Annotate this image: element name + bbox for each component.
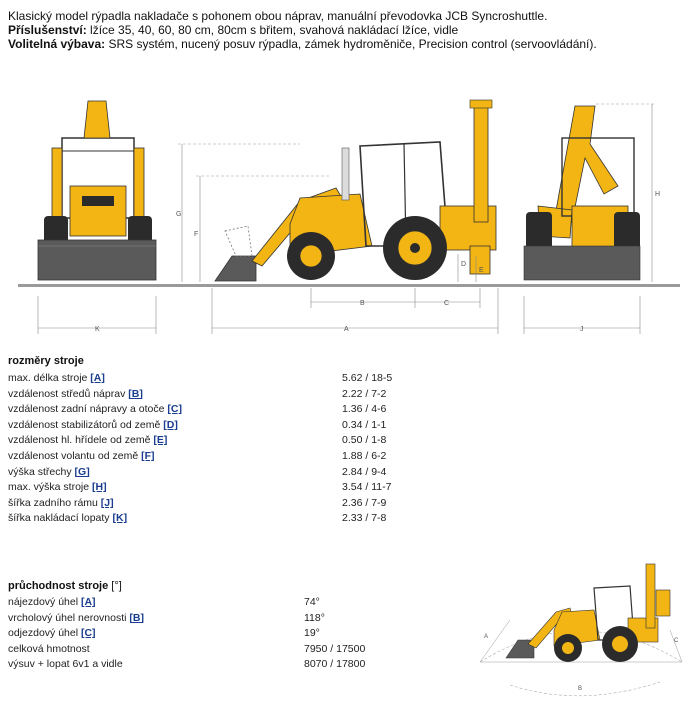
spec-value: 7950 / 17500 (304, 642, 366, 655)
spec-label (8, 433, 167, 449)
label-e: E (479, 267, 484, 274)
spec-value: 2.84 / 9-4 (342, 465, 387, 478)
spec-row (8, 595, 428, 611)
ground-line (18, 284, 680, 287)
spec-code-link[interactable]: [G] (74, 465, 90, 478)
spec-row (8, 511, 428, 527)
spec-label (8, 496, 114, 512)
spec-label-text: výsuv + lopat 6v1 a vidle (8, 658, 123, 671)
spec-label (8, 465, 90, 481)
spec-value: 3.54 / 11-7 (342, 481, 392, 494)
spec-code-link[interactable]: [B] (128, 387, 143, 400)
spec-value: 8070 / 17800 (304, 658, 366, 671)
passability-title-text: průchodnost stroje (8, 580, 109, 592)
spec-label-text: výška střechy (8, 465, 75, 478)
spec-value: 19° (304, 627, 320, 640)
intro-line-1: Klasický model rýpadla nakladače s pohonem obou náprav, manuální převodovka JCB Syncroshuttle. (8, 9, 548, 23)
spec-code-link[interactable]: [K] (112, 512, 128, 525)
spec-code-link[interactable]: [D] (163, 418, 178, 431)
spec-row (8, 642, 428, 658)
spec-code-link[interactable]: [C] (80, 627, 96, 640)
dimensions-title: rozměry stroje (8, 355, 84, 367)
spec-code-link[interactable]: [E] (153, 434, 168, 447)
angle-label-c: C (674, 638, 679, 644)
machine-drawings (0, 96, 700, 346)
spec-row (8, 371, 428, 387)
spec-code-link[interactable]: [J] (100, 496, 114, 509)
spec-value: 2.36 / 7-9 (342, 496, 387, 509)
angle-label-a: A (484, 634, 489, 640)
spec-label (8, 402, 182, 418)
spec-row (8, 433, 428, 449)
spec-value: 2.22 / 7-2 (342, 387, 387, 400)
spec-label-text: celková hmotnost (8, 642, 90, 655)
label-g: G (176, 211, 182, 218)
spec-code-link[interactable]: [A] (80, 596, 96, 608)
spec-label-text: max. délka stroje (8, 372, 91, 384)
spec-label-text: vzdálenost zadní nápravy a otoče (8, 403, 168, 416)
label-c: C (444, 300, 450, 307)
label-j: J (580, 326, 584, 333)
label-a: A (344, 326, 349, 333)
side-view (176, 100, 498, 334)
spec-code-link[interactable]: [F] (141, 449, 155, 462)
spec-label-text: šířka nakládací lopaty (8, 512, 113, 525)
spec-value: 0.34 / 1-1 (342, 418, 387, 431)
spec-value: 74° (304, 596, 320, 608)
spec-label-text: vrcholový úhel nerovnosti (8, 611, 130, 624)
spec-value: 1.88 / 6-2 (342, 449, 387, 462)
label-k: K (95, 326, 100, 333)
passability-unit: [°] (108, 580, 122, 592)
rear-view (524, 104, 660, 334)
spec-row (8, 387, 428, 403)
spec-code-link[interactable]: [C] (167, 403, 182, 416)
spec-row (8, 418, 428, 434)
spec-label-text: odjezdový úhel (8, 627, 81, 640)
spec-label (8, 657, 123, 673)
spec-label (8, 480, 107, 496)
optional-label: Volitelná výbava: (8, 37, 106, 51)
spec-code-link[interactable]: [B] (129, 611, 144, 624)
spec-label-text: nájezdový úhel (8, 596, 81, 608)
accessories-label: Příslušenství: (8, 23, 87, 37)
spec-label (8, 642, 90, 658)
intro-text (8, 9, 692, 51)
spec-label (8, 626, 96, 642)
spec-row (8, 449, 428, 465)
spec-label (8, 595, 96, 611)
intro-optional (8, 37, 692, 51)
spec-row (8, 480, 428, 496)
spec-row (8, 626, 428, 642)
spec-code-link[interactable]: [H] (92, 481, 107, 494)
spec-code-link[interactable]: [A] (90, 372, 105, 384)
spec-value: 118° (304, 611, 325, 624)
passability-title (8, 580, 122, 592)
dimensions-table (8, 371, 428, 527)
spec-label (8, 511, 127, 527)
spec-row (8, 657, 428, 673)
spec-label (8, 387, 143, 403)
spec-label-text: vzdálenost stabilizátorů od země (8, 418, 164, 431)
angle-label-b: B (578, 686, 583, 692)
spec-label (8, 371, 105, 387)
passability-table (8, 595, 428, 673)
spec-row (8, 611, 428, 627)
spec-row (8, 496, 428, 512)
spec-label (8, 418, 178, 434)
accessories-text: lžíce 35, 40, 60, 80 cm, 80cm s břitem, svahová nakládací lžíce, vidle (86, 23, 459, 37)
spec-label (8, 611, 144, 627)
spec-label-text: šířka zadního rámu (8, 496, 101, 509)
optional-text: SRS systém, nucený posuv rýpadla, zámek hydroměniče, Precision control (servoovládání). (105, 37, 597, 51)
spec-label (8, 449, 155, 465)
spec-value: 2.33 / 7-8 (342, 512, 387, 525)
intro-accessories (8, 23, 692, 37)
spec-label-text: vzdálenost hl. hřídele od země (8, 434, 154, 447)
passability-drawing (470, 560, 692, 700)
spec-label-text: vzdálenost středů náprav (8, 387, 129, 400)
label-d: D (461, 261, 467, 268)
spec-row (8, 402, 428, 418)
spec-value: 0.50 / 1-8 (342, 434, 387, 447)
label-b: B (360, 300, 365, 307)
spec-row (8, 465, 428, 481)
spec-label-text: max. výška stroje (8, 481, 93, 494)
spec-value: 1.36 / 4-6 (342, 403, 387, 416)
label-f: F (194, 231, 199, 238)
front-view (38, 101, 156, 334)
spec-value: 5.62 / 18-5 (342, 372, 393, 384)
label-h: H (655, 191, 661, 198)
spec-label-text: vzdálenost volantu od země (8, 449, 142, 462)
